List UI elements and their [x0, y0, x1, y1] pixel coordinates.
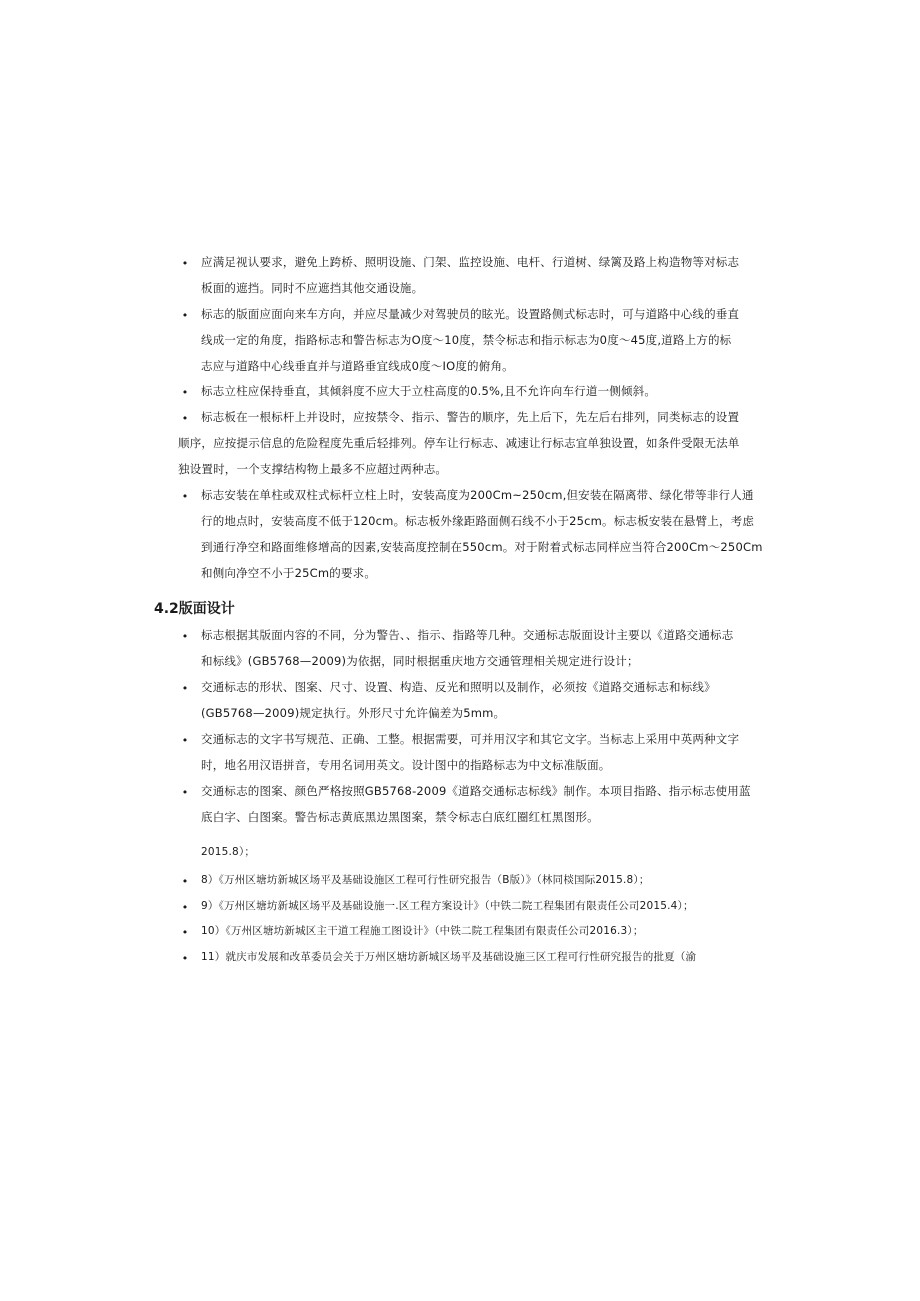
paragraph-line: 应满足视认要求，避免上跨桥、照明设施、门架、监控设施、电杆、行道树、绿篱及路上构造物等对标志 [201, 255, 740, 269]
paragraph-line: 标志的版面应面向来车方向，并应尽量减少对驾驶员的眩光。设置路侧式标志时，可与道路中心线的垂直 [201, 307, 740, 321]
paragraph-line: 标志根据其版面内容的不同，分为警告、、指示、指路等几种。交通标志版面设计主要以《道路交通标志 [201, 628, 734, 642]
reference-item: 9）《万州区塘坊新城区场平及基础设施一.区工程方案设计》（中铁二院工程集团有限责任公司2015.4）； [201, 900, 694, 912]
reference-fragment: 2015.8）； [201, 846, 256, 858]
paragraph-line: 独设置时，一个支撑结构物上最多不应超过两种志。 [178, 462, 448, 476]
list-bullet: • [181, 257, 189, 270]
list-bullet: • [181, 490, 189, 503]
paragraph-line: 板面的遮挡。同时不应遮挡其他交通设施。 [201, 281, 424, 295]
list-bullet: • [181, 901, 189, 914]
paragraph-line: 到通行净空和路面维修增高的因素,安装高度控制在550cm。对于附着式标志同样应当符合200Cm～250Cm [201, 540, 763, 554]
list-bullet: • [181, 412, 189, 425]
paragraph-line: 和侧向净空不小于25Cm的要求。 [201, 566, 377, 580]
paragraph-line: 交通标志的图案、颜色严格按照GB5768-2009《道路交通标志标线》制作。本项目指路、指示标志使用蓝 [201, 784, 751, 798]
reference-item: 11）就庆市发展和改革委员会关于万州区塘坊新城区场平及基础设施三区工程可行性研究报告的批夏（渝 [201, 951, 697, 963]
list-bullet: • [181, 734, 189, 747]
list-bullet: • [181, 875, 189, 888]
paragraph-line: 和标线》(GB5768—2009)为依据，同时根据重庆地方交通管理相关规定进行设计； [201, 654, 639, 668]
list-bullet: • [181, 952, 189, 965]
paragraph-line: 标志板在一根标杆上并设时，应按禁令、指示、警告的顺序，先上后下，先左后右排列，同类标志的设置 [201, 410, 740, 424]
paragraph-line: 顺序，应按提示信息的危险程度先重后轻排列。停车让行标志、减速让行标志宜单独设置，如条件受限无法单 [178, 436, 740, 450]
list-bullet: • [181, 386, 189, 399]
list-bullet: • [181, 926, 189, 939]
paragraph-line: 底白字、白图案。警告标志黄底黑边黑图案，禁令标志白底红圈红杠黑图形。 [201, 810, 599, 824]
list-bullet: • [181, 786, 189, 799]
list-bullet: • [181, 682, 189, 695]
paragraph-line: 标志立柱应保持垂直，其倾斜度不应大于立柱高度的0.5%,且不允许向车行道一侧倾斜。 [201, 384, 657, 398]
reference-item: 8）《万州区塘坊新城区场平及基础设施区工程可行性研究报告（B版）》（林同棪国际2015.8）； [201, 874, 650, 886]
paragraph-line: 时，地名用汉语拼音，专用名词用英文。设计图中的指路标志为中文标准版面。 [201, 758, 611, 772]
paragraph-line: 线成一定的角度，指路标志和警告标志为O度～10度，禁令标志和指示标志为0度～45度,道路上方的标 [201, 333, 732, 347]
paragraph-line: 交通标志的文字书写规范、正确、工整。根据需要，可并用汉字和其它文字。当标志上采用中英两种文字 [201, 732, 740, 746]
paragraph-line: 行的地点时，安装高度不低于120cm。标志板外缘距路面侧石线不小于25cm。标志板安装在悬臂上，考虑 [201, 514, 755, 528]
paragraph-line: 标志安装在单柱或双柱式标杆立柱上时，安装高度为200Cm~250cm,但安装在隔离带、绿化带等非行人通 [201, 488, 754, 502]
list-bullet: • [181, 309, 189, 322]
paragraph-line: 志应与道路中心线垂直并与道路垂宜线成0度～IO度的俯角。 [201, 359, 514, 373]
paragraph-line: 交通标志的形状、图案、尺寸、设置、构造、反光和照明以及制作，必须按《道路交通标志和标线》 [201, 680, 716, 694]
reference-item: 10）《万州区塘坊新城区主干道工程施工图设计》（中铁二院工程集团有限责任公司2016.3）； [201, 925, 644, 937]
paragraph-line: (GB5768—2009)规定执行。外形尺寸允许偏差为5mm。 [201, 706, 506, 720]
list-bullet: • [181, 630, 189, 643]
section-heading: 4.2版面设计 [154, 601, 235, 617]
